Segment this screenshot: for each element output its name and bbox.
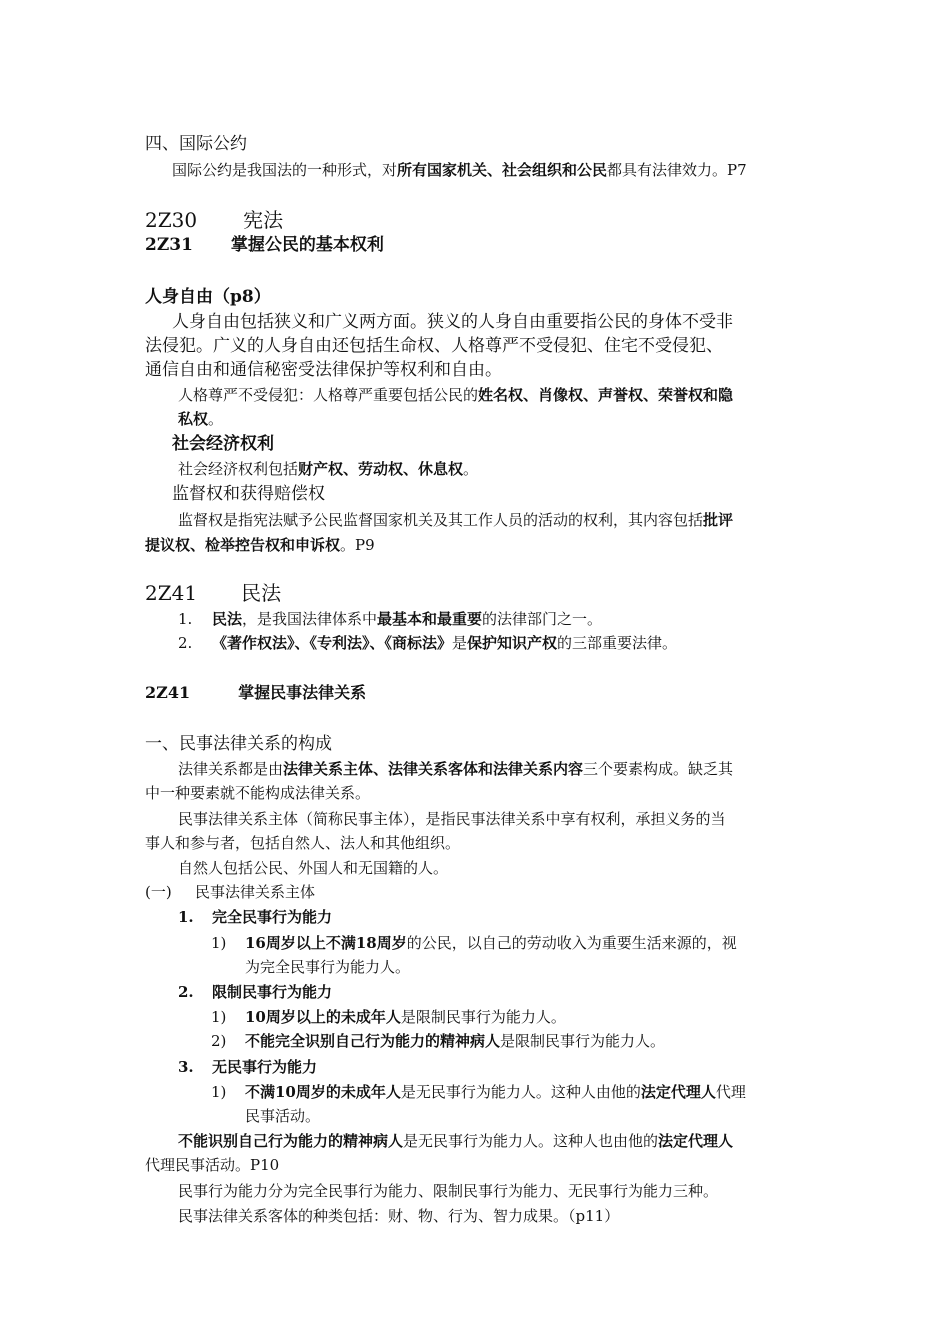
paragraph-line: 民事法律关系客体的种类包括：财、物、行为、智力成果。（p11） bbox=[178, 1207, 620, 1225]
chapter-heading bbox=[145, 208, 283, 232]
text: 代理 bbox=[715, 1083, 746, 1101]
list-number: 1) bbox=[211, 1008, 227, 1026]
bold-text: 最基本和最重要 bbox=[377, 610, 483, 628]
paragraph-line: 通信自由和通信秘密受法律保护等权利和自由。 bbox=[145, 360, 502, 380]
section-code: 2Z41 bbox=[145, 683, 191, 702]
text: 的三部重要法律。 bbox=[557, 634, 678, 652]
text: 的法律部门之一。 bbox=[482, 610, 603, 628]
bold-text: 私权 bbox=[178, 410, 209, 428]
list-number: 2) bbox=[211, 1032, 227, 1050]
chapter-title: 宪法 bbox=[243, 208, 284, 232]
paragraph-line bbox=[178, 385, 733, 405]
paragraph-line: 法侵犯。广义的人身自由还包括生命权、人格尊严不受侵犯、住宅不受侵犯、 bbox=[145, 336, 723, 356]
text: 无民事行为能力 bbox=[212, 1058, 318, 1076]
paragraph-line: 民事行为能力分为完全民事行为能力、限制民事行为能力、无民事行为能力三种。 bbox=[178, 1182, 719, 1200]
text: 人格尊严不受侵犯：人格尊严重要包括公民的 bbox=[178, 386, 479, 404]
list-item bbox=[211, 1082, 746, 1102]
list-item bbox=[178, 1057, 317, 1077]
list-number: (一) bbox=[145, 883, 172, 901]
bold-text: 不满10周岁的未成年人 bbox=[245, 1083, 401, 1101]
text: 都具有法律效力。P7 bbox=[607, 161, 747, 179]
chapter-title: 民法 bbox=[241, 581, 282, 605]
bold-text: 财产权、劳动权、休息权 bbox=[298, 460, 464, 478]
paragraph-line bbox=[178, 510, 733, 530]
chapter-code: 2Z41 bbox=[145, 581, 198, 605]
chapter-heading bbox=[145, 581, 281, 605]
bold-text: 《著作权法》、《专利法》、《商标法》 bbox=[212, 634, 453, 652]
bold-text: 所有国家机关、社会组织和公民 bbox=[397, 161, 608, 179]
text: 。P9 bbox=[340, 536, 375, 554]
subsection-heading: 社会经济权利 bbox=[172, 434, 274, 454]
bold-text: 民法 bbox=[212, 610, 243, 628]
text: 完全民事行为能力 bbox=[212, 908, 333, 926]
text: 国际公约是我国法的一种形式，对 bbox=[172, 161, 398, 179]
subsection-heading: 监督权和获得赔偿权 bbox=[172, 484, 325, 504]
section-title: 掌握民事法律关系 bbox=[238, 683, 367, 702]
list-item bbox=[178, 609, 602, 629]
text: 是无民事行为能力人。这种人也由他的 bbox=[403, 1132, 659, 1150]
paragraph-line: 中一种要素就不能构成法律关系。 bbox=[145, 784, 371, 802]
list-number: 1. bbox=[178, 610, 193, 628]
section-title: 掌握公民的基本权利 bbox=[230, 235, 384, 255]
text: 。 bbox=[463, 460, 479, 478]
text: 是限制民事行为能力人。 bbox=[500, 1032, 666, 1050]
text: 民事法律关系主体 bbox=[195, 883, 316, 901]
text: 的公民，以自己的劳动收入为重要生活来源的，视 bbox=[406, 934, 737, 952]
bold-text: 保护知识产权 bbox=[467, 634, 558, 652]
subsection-heading bbox=[145, 882, 315, 902]
list-number: 1) bbox=[211, 1083, 227, 1101]
section-code: 2Z31 bbox=[145, 235, 193, 255]
list-item bbox=[178, 907, 332, 927]
bold-text: 10周岁以上的未成年人 bbox=[245, 1008, 401, 1026]
list-number: 1) bbox=[211, 934, 227, 952]
bold-text: 不能完全识别自己行为能力的精神病人 bbox=[245, 1032, 501, 1050]
paragraph-line: 代理民事活动。P10 bbox=[145, 1156, 280, 1174]
bold-text: 法律关系主体、法律关系客体和法律关系内容 bbox=[283, 760, 584, 778]
list-item bbox=[178, 633, 677, 653]
list-number: 3. bbox=[178, 1058, 194, 1076]
bold-text: 16周岁以上不满18周岁 bbox=[245, 934, 407, 952]
subsection-heading: 一、民事法律关系的构成 bbox=[145, 734, 332, 754]
paragraph-line: 自然人包括公民、外国人和无国籍的人。 bbox=[178, 859, 449, 877]
text: 监督权是指宪法赋予公民监督国家机关及其工作人员的活动的权利，其内容包括 bbox=[178, 511, 704, 529]
text: 是无民事行为能力人。这种人由他的 bbox=[400, 1083, 641, 1101]
text: 是限制民事行为能力人。 bbox=[400, 1008, 566, 1026]
paragraph-line bbox=[178, 459, 478, 479]
list-item bbox=[211, 933, 737, 953]
paragraph-line: 为完全民事行为能力人。 bbox=[245, 958, 411, 976]
list-item bbox=[211, 1031, 665, 1051]
list-item bbox=[178, 982, 332, 1002]
list-number: 2. bbox=[178, 983, 194, 1001]
bold-text: 法定代理人 bbox=[640, 1083, 716, 1101]
chapter-code: 2Z30 bbox=[145, 208, 198, 232]
text: 三个要素构成。缺乏其 bbox=[583, 760, 734, 778]
text: 法律关系都是由 bbox=[178, 760, 284, 778]
text: 。 bbox=[208, 410, 224, 428]
subsection-heading: 人身自由（p8） bbox=[145, 287, 271, 307]
section-heading: 四、国际公约 bbox=[145, 134, 247, 154]
list-item bbox=[211, 1007, 566, 1027]
list-number: 2. bbox=[178, 634, 193, 652]
section-heading bbox=[145, 683, 366, 703]
text: ，是我国法律体系中 bbox=[242, 610, 378, 628]
text: 限制民事行为能力 bbox=[212, 983, 333, 1001]
paragraph-line bbox=[178, 409, 223, 429]
paragraph-line bbox=[178, 759, 733, 779]
paragraph-line bbox=[145, 535, 375, 555]
paragraph-line: 民事活动。 bbox=[245, 1107, 321, 1125]
bold-text: 不能识别自己行为能力的精神病人 bbox=[178, 1132, 404, 1150]
section-heading bbox=[145, 234, 384, 256]
paragraph-line: 民事法律关系主体（简称民事主体），是指民事法律关系中享有权利，承担义务的当 bbox=[178, 810, 726, 828]
paragraph-line bbox=[178, 1131, 733, 1151]
list-number: 1. bbox=[178, 908, 194, 926]
bold-text: 提议权、检举控告权和申诉权 bbox=[145, 536, 341, 554]
paragraph-line: 事人和参与者，包括自然人、法人和其他组织。 bbox=[145, 834, 461, 852]
bold-text: 法定代理人 bbox=[658, 1132, 734, 1150]
bold-text: 批评 bbox=[703, 511, 734, 529]
paragraph bbox=[172, 160, 747, 180]
paragraph-line: 人身自由包括狭义和广义两方面。狭义的人身自由重要指公民的身体不受非 bbox=[172, 312, 733, 332]
text: 社会经济权利包括 bbox=[178, 460, 299, 478]
bold-text: 姓名权、肖像权、声誉权、荣誉权和隐 bbox=[478, 386, 734, 404]
text: 是 bbox=[452, 634, 468, 652]
